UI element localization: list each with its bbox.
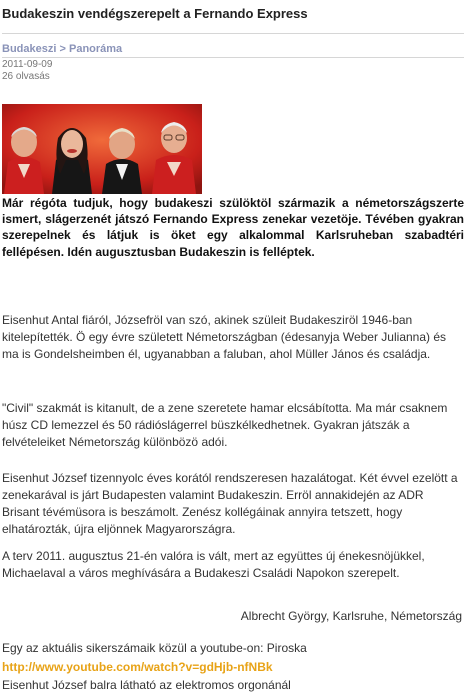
body-paragraph: Eisenhut Antal fiáról, Józsefröl van szó, akinek szüleit Budakesziröl 1946-ban kitelepítették. Ö egy évre született Németországban (édesanyja Weber Julianna) és ma is Gondelsheimben él, ugyanabban a faluban, ahol Müller János és családja.: [2, 313, 447, 361]
lead-text: Már régóta tudjuk, hogy budakeszi szülöktöl származik a németországszerte ismert, slágerzenét játszó Fernando Express zenekar vezetöje. Tévében gyakran szerepelnek és látjuk is öket egy alkalommal Karlsruheban szabadtéri fellépésen. Idén augusztusban Budakeszin is felléptek.: [2, 196, 464, 259]
band-photo: [2, 104, 202, 194]
publish-date: 2011-09-09: [2, 59, 53, 70]
read-count: 26 olvasás: [2, 71, 50, 82]
youtube-link[interactable]: http://www.youtube.com/watch?v=gdHjb-nfNBk: [2, 660, 273, 674]
photo-caption: Eisenhut József balra látható az elektromos orgonánál: [2, 678, 291, 692]
body-paragraph: Eisenhut József tizennyolc éves korától rendszeresen hazalátogat. Két évvel ezelött a zenekarával is járt Budapesten valamint Budakeszin. Erröl annakidején az ADR Brisant tévémüsora is beszámolt. Zenész kollégáinak annyira tetszett, hogy elhatározták, újra eljönnek Magyarországra.: [2, 471, 458, 536]
youtube-intro: Egy az aktuális sikerszámaik közül a youtube-on: Piroska: [2, 641, 307, 655]
breadcrumb: [2, 43, 122, 55]
author-signature: Albrecht György, Karlsruhe, Németország: [240, 609, 462, 623]
breadcrumb-category-link[interactable]: Panoráma: [68, 43, 123, 55]
breadcrumb-divider: [2, 57, 464, 58]
body-paragraph: A terv 2011. augusztus 21-én valóra is vált, mert az együttes új énekesnöjükkel, Michaelaval a város meghívására a Budakeszi Családi Napokon szerepelt.: [2, 549, 425, 580]
breadcrumb-section-link[interactable]: Budakeszi: [2, 43, 57, 55]
article-title: Budakeszin vendégszerepelt a Fernando Express: [2, 6, 308, 21]
breadcrumb-separator: >: [59, 43, 66, 55]
title-divider: [2, 33, 464, 34]
body-paragraph: "Civil" szakmát is kitanult, de a zene szeretete hamar elcsábította. Ma már csaknem húsz CD lemezzel és 50 rádióslágerrel büszkélkedhetnek. Gyakran játszák a felvételeiket Németország különbözö adói.: [2, 401, 448, 449]
